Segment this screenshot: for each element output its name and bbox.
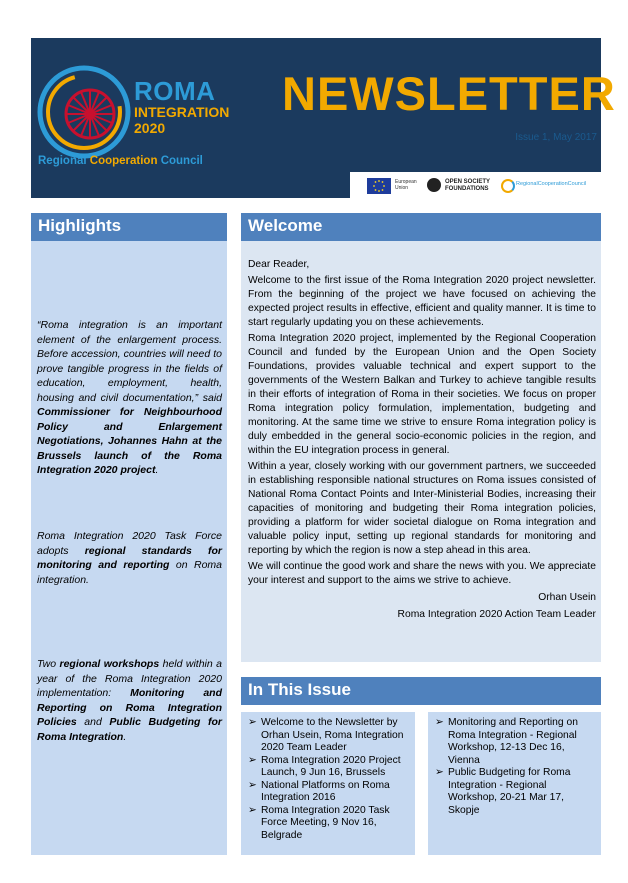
highlight-2-text-a: Roma Integration 2020 Task Force adopts xyxy=(37,530,222,557)
rcc-logo-icon xyxy=(501,179,515,193)
arrow-bullet-icon: ➢ xyxy=(248,804,257,816)
highlight-3-bold-3: Public Budgeting for Roma Integration xyxy=(37,716,222,743)
welcome-title: Welcome xyxy=(248,216,323,235)
contents-item-label: Roma Integration 2020 Project Launch, 9 Jun 16, Brussels xyxy=(261,754,401,778)
arrow-bullet-icon: ➢ xyxy=(248,754,257,766)
highlight-item-2 xyxy=(37,529,222,587)
logo-year-text: 2020 xyxy=(134,120,166,136)
highlight-2-text-b: on Roma integration. xyxy=(37,559,222,586)
welcome-greeting: Dear Reader, xyxy=(248,259,310,270)
highlight-3-bold-1: regional workshops xyxy=(59,658,160,670)
arrow-bullet-icon: ➢ xyxy=(248,717,257,728)
logo-integration-text: INTEGRATION xyxy=(134,104,230,120)
rcc-word-cooperation: Cooperation xyxy=(89,155,158,167)
contents-item-label: Monitoring and Reporting on Roma Integration - Regional Workshop, 12-13 Dec 16, Vienna xyxy=(448,717,578,766)
highlight-1-quote: “Roma integration is an important element of the enlargement process. Before accession, countries will need to prove tangible progress in the fields of education, employment, health, housing and civil documentation,” said xyxy=(37,319,222,404)
highlight-item-3 xyxy=(37,657,222,744)
rcc-word-regional: Regional xyxy=(38,155,90,167)
contents-item[interactable] xyxy=(246,780,412,805)
in-this-issue-title: In This Issue xyxy=(248,680,351,699)
arrow-bullet-icon: ➢ xyxy=(248,779,257,791)
highlight-item-1 xyxy=(37,318,222,478)
eu-label-line2: Union xyxy=(395,185,409,191)
highlight-3-end: . xyxy=(123,730,127,743)
contents-item[interactable] xyxy=(246,717,412,755)
eu-flag-icon xyxy=(367,178,391,194)
welcome-paragraph-2: Roma Integration 2020 project, implemented by the Regional Cooperation Council and funded by the European Union and the Open Society Foundations, provides valuable technical and expert support to the governments of the Western Balkan and Turkey to achieve tangible results in their efforts of integration of Roma in their societies. We focus on proper Roma integration policy formulation, implementation, budgeting and monitoring. At the same time we strive to ensure Roma integration policy is duly embedded in the general socio-economic policies in the region, and within the EU integration process in general. xyxy=(248,333,596,456)
welcome-paragraph-3: Within a year, closely working with our government partners, we succeeded in establishing responsible national structures on Roma issues consisted of National Roma Contact Points and Inter-Ministerial Bodies, increasing their capacities of monitoring and budgeting their Roma integration policies, providing a platform for wider societal dialogue on Roma integration and valuable policy input, setting up regional standards for monitoring and reporting by which the region is now a step ahead in this area. xyxy=(248,461,596,556)
signature-title: Roma Integration 2020 Action Team Leader xyxy=(397,609,596,620)
logo-roma-text: ROMA xyxy=(134,76,216,106)
contents-item[interactable] xyxy=(246,805,412,843)
rcc-word-council: Council xyxy=(157,155,203,167)
arrow-bullet-icon: ➢ xyxy=(435,767,444,778)
highlights-title: Highlights xyxy=(38,216,122,235)
contents-item-label: National Platforms on Roma Integration 2016 xyxy=(261,779,390,803)
osf-label xyxy=(445,179,490,193)
welcome-paragraph-4: We will continue the good work and share the news with you. We appreciate your interest and support to the aims we strive to achieve. xyxy=(248,561,596,586)
welcome-paragraph-1: Welcome to the first issue of the Roma Integration 2020 project newsletter. From the beginning of the project we have focused on achieving the expected project results in effective, efficient and quality manner. It is time to start regularly updating you on these achievements. xyxy=(248,275,596,328)
eu-label xyxy=(395,179,417,191)
highlight-2-bold: regional standards for monitoring and reporting xyxy=(37,544,223,571)
highlight-3-text-c: and xyxy=(76,716,110,728)
highlight-1-end: . xyxy=(155,464,159,476)
contents-item[interactable] xyxy=(246,755,412,780)
osf-logo-icon xyxy=(427,178,441,192)
contents-list-right xyxy=(433,717,598,817)
signature-name: Orhan Usein xyxy=(538,592,596,603)
eu-label-line1: European xyxy=(395,179,417,185)
contents-item[interactable] xyxy=(433,767,598,817)
newsletter-title: NEWSLETTER xyxy=(282,67,616,120)
contents-item[interactable] xyxy=(433,717,598,767)
welcome-letter xyxy=(248,258,596,624)
highlight-3-bold-2: Monitoring and Reporting on Roma Integration Policies xyxy=(37,687,222,728)
highlight-3-text-a: Two xyxy=(37,658,60,670)
contents-list-left xyxy=(246,717,412,842)
contents-item-label: Roma Integration 2020 Task Force Meeting, 9 Nov 16, Belgrade xyxy=(261,804,390,841)
osf-label-line1: OPEN SOCIETY xyxy=(445,179,491,185)
rcc-tagline xyxy=(38,155,203,167)
highlight-1-speaker: Commissioner for Neighbourhood Policy and Enlargement Negotiations, Johannes Hahn at the Brussels launch of the Roma Integration 2020 project xyxy=(37,406,222,476)
arrow-bullet-icon: ➢ xyxy=(435,717,444,728)
issue-date: Issue 1, May 2017 xyxy=(515,132,597,143)
osf-label-line2: FOUNDATIONS xyxy=(445,186,489,192)
rcc-partner-label: RegionalCooperationCouncil xyxy=(516,181,587,187)
contents-item-label: Public Budgeting for Roma Integration - Regional Workshop, 20-21 Mar 17, Skopje xyxy=(448,767,571,816)
highlight-3-text-b: held within a year of the Roma Integration 2020 implementation: xyxy=(37,658,222,699)
contents-item-label: Welcome to the Newsletter by Orhan Usein, Roma Integration 2020 Team Leader xyxy=(261,717,404,753)
